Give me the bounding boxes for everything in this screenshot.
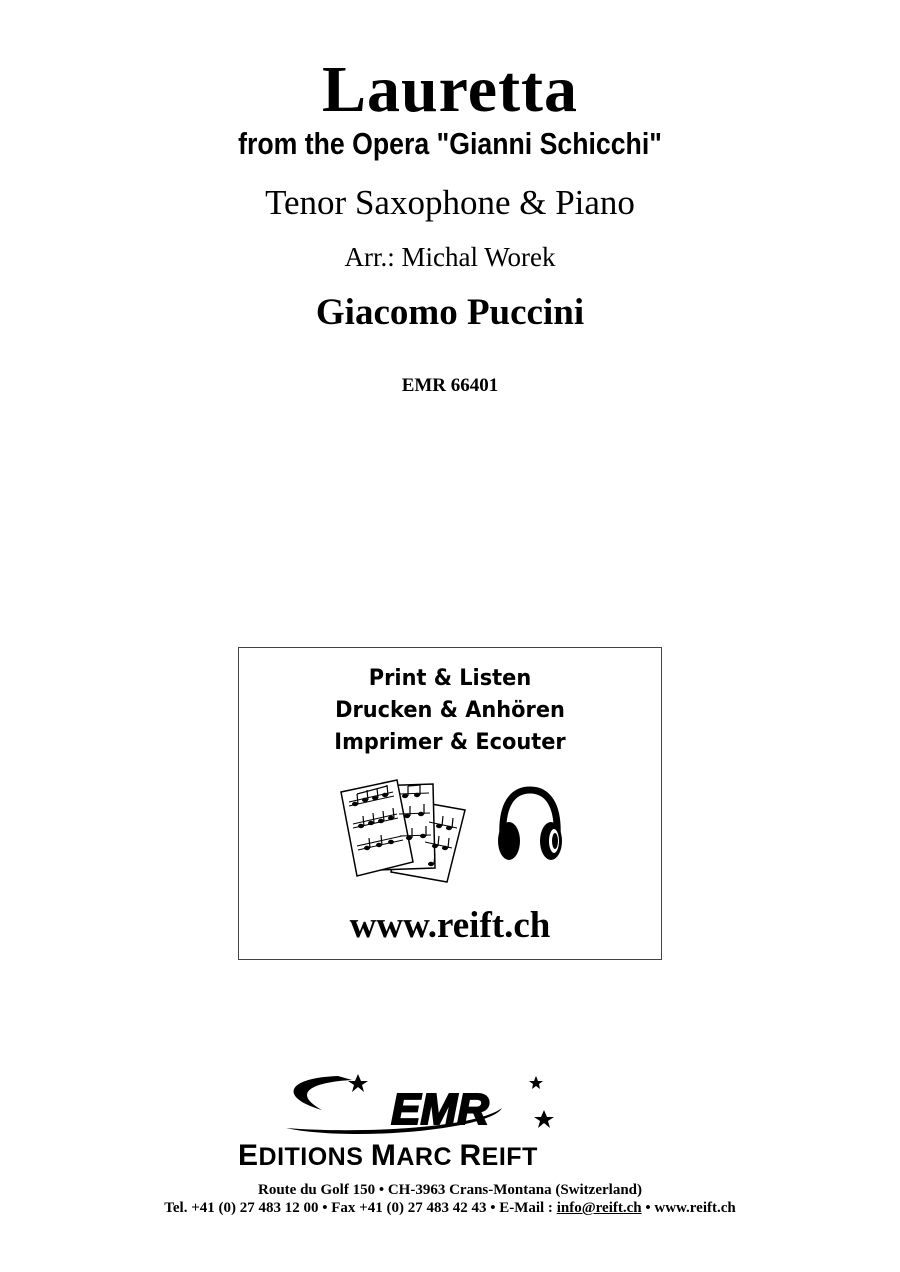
publisher-name <box>238 1141 674 1171</box>
publisher-name-cap-r: R <box>459 1139 482 1172</box>
composer: Giacomo Puccini <box>315 292 585 333</box>
publisher-name-rest-3: EIFT <box>481 1143 538 1171</box>
publisher-name-cap-m: M <box>370 1139 397 1172</box>
publisher-contact <box>0 1198 900 1218</box>
instrumentation: Tenor Saxophone & Piano <box>265 183 635 222</box>
promo-line-german: Drucken & Anhören <box>335 698 565 723</box>
publisher-name-rest-2: ARC <box>396 1143 453 1171</box>
score-title: Lauretta <box>321 53 579 126</box>
sheet-music-icon <box>339 778 469 888</box>
arranger: Arr.: Michal Worek <box>344 242 556 272</box>
print-listen-box <box>238 647 662 960</box>
contact-website: • www.reift.ch <box>641 1200 736 1216</box>
publisher-name-cap-e: E <box>238 1139 259 1172</box>
emr-logo <box>240 1070 580 1140</box>
contact-email-link[interactable]: info@reift.ch <box>556 1200 642 1216</box>
promo-line-english: Print & Listen <box>368 666 532 691</box>
publisher-name-rest-1: DITIONS <box>258 1143 364 1171</box>
promo-url[interactable]: www.reift.ch <box>349 905 551 946</box>
publisher-address: Route du Golf 150 • CH-3963 Crans-Montana (Switzerland) <box>258 1182 642 1198</box>
catalog-number: EMR 66401 <box>401 375 499 396</box>
emr-logo-text: EMR <box>391 1085 489 1134</box>
headphones-icon <box>495 786 565 866</box>
contact-phone-fax: Tel. +41 (0) 27 483 12 00 • Fax +41 (0) 27 483 42 43 • E-Mail : <box>164 1200 557 1216</box>
promo-line-french: Imprimer & Ecouter <box>334 730 566 755</box>
score-subtitle: from the Opera "Gianni Schicchi" <box>238 126 662 161</box>
